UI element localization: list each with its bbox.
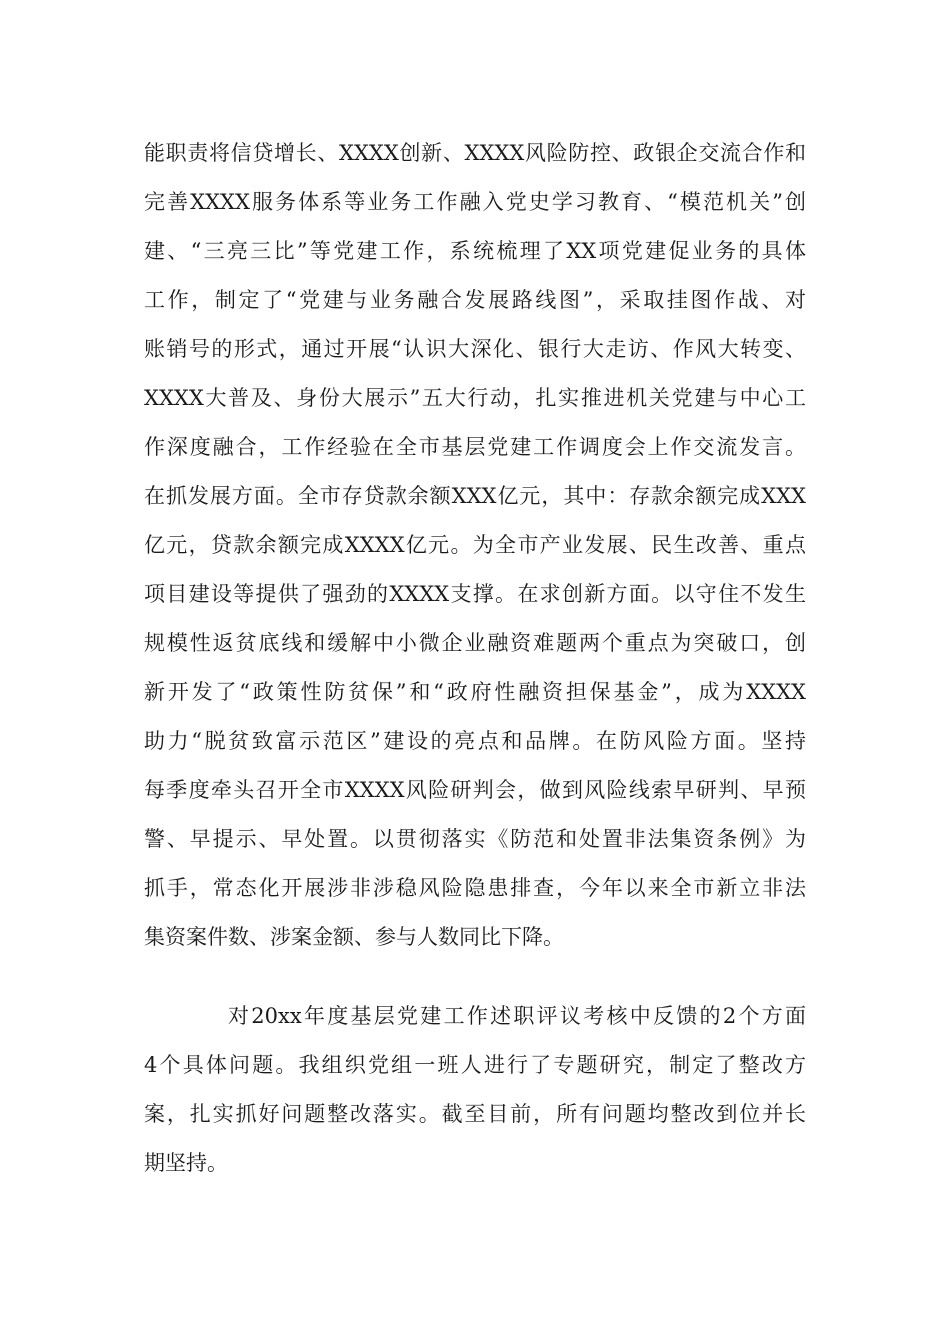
text-line: 能职责将信贷增长、XXXX创新、XXXX风险防控、政银企交流合作和 [144, 141, 806, 165]
text-line: 新开发了“政策性防贫保”和“政府性融资担保基金”，成为XXXX [144, 680, 806, 704]
text-line: 对20xx年度基层党建工作述职评议考核中反馈的2个方面 [228, 1004, 806, 1028]
text-line: 4个具体问题。我组织党组一班人进行了专题研究，制定了整改方 [144, 1053, 806, 1077]
text-line: 案，扎实抓好问题整改落实。截至目前，所有问题均整改到位并长 [144, 1102, 806, 1126]
text-line: 完善XXXX服务体系等业务工作融入党史学习教育、“模范机关”创 [144, 190, 806, 214]
text-line: 账销号的形式，通过开展“认识大深化、银行大走访、作风大转变、 [144, 337, 806, 361]
text-line: 抓手，常态化开展涉非涉稳风险隐患排查，今年以来全市新立非法 [144, 876, 806, 900]
text-line: 建、“三亮三比”等党建工作，系统梳理了XX项党建促业务的具体 [144, 239, 806, 263]
text-line: 工作，制定了“党建与业务融合发展路线图”，采取挂图作战、对 [144, 288, 806, 312]
text-line: 每季度牵头召开全市XXXX风险研判会，做到风险线索早研判、早预 [144, 778, 806, 802]
text-line: 作深度融合，工作经验在全市基层党建工作调度会上作交流发言。 [144, 435, 806, 459]
text-line: 警、早提示、早处置。以贯彻落实《防范和处置非法集资条例》为 [144, 827, 806, 851]
text-line: XXXX大普及、身份大展示”五大行动，扎实推进机关党建与中心工 [144, 386, 806, 410]
body-paragraph-1 [144, 129, 806, 962]
text-line: 集资案件数、涉案金额、参与人数同比下降。 [144, 925, 564, 949]
text-line: 规模性返贫底线和缓解中小微企业融资难题两个重点为突破口，创 [144, 631, 806, 655]
text-line: 亿元，贷款余额完成XXXX亿元。为全市产业发展、民生改善、重点 [144, 533, 806, 557]
text-line: 助力“脱贫致富示范区”建设的亮点和品牌。在防风险方面。坚持 [144, 729, 806, 753]
text-line: 期坚持。 [144, 1151, 228, 1175]
text-line: 在抓发展方面。全市存贷款余额XXX亿元，其中：存款余额完成XXX [144, 484, 806, 508]
text-line: 项目建设等提供了强劲的XXXX支撑。在求创新方面。以守住不发生 [144, 582, 806, 606]
body-paragraph-2 [144, 992, 806, 1188]
